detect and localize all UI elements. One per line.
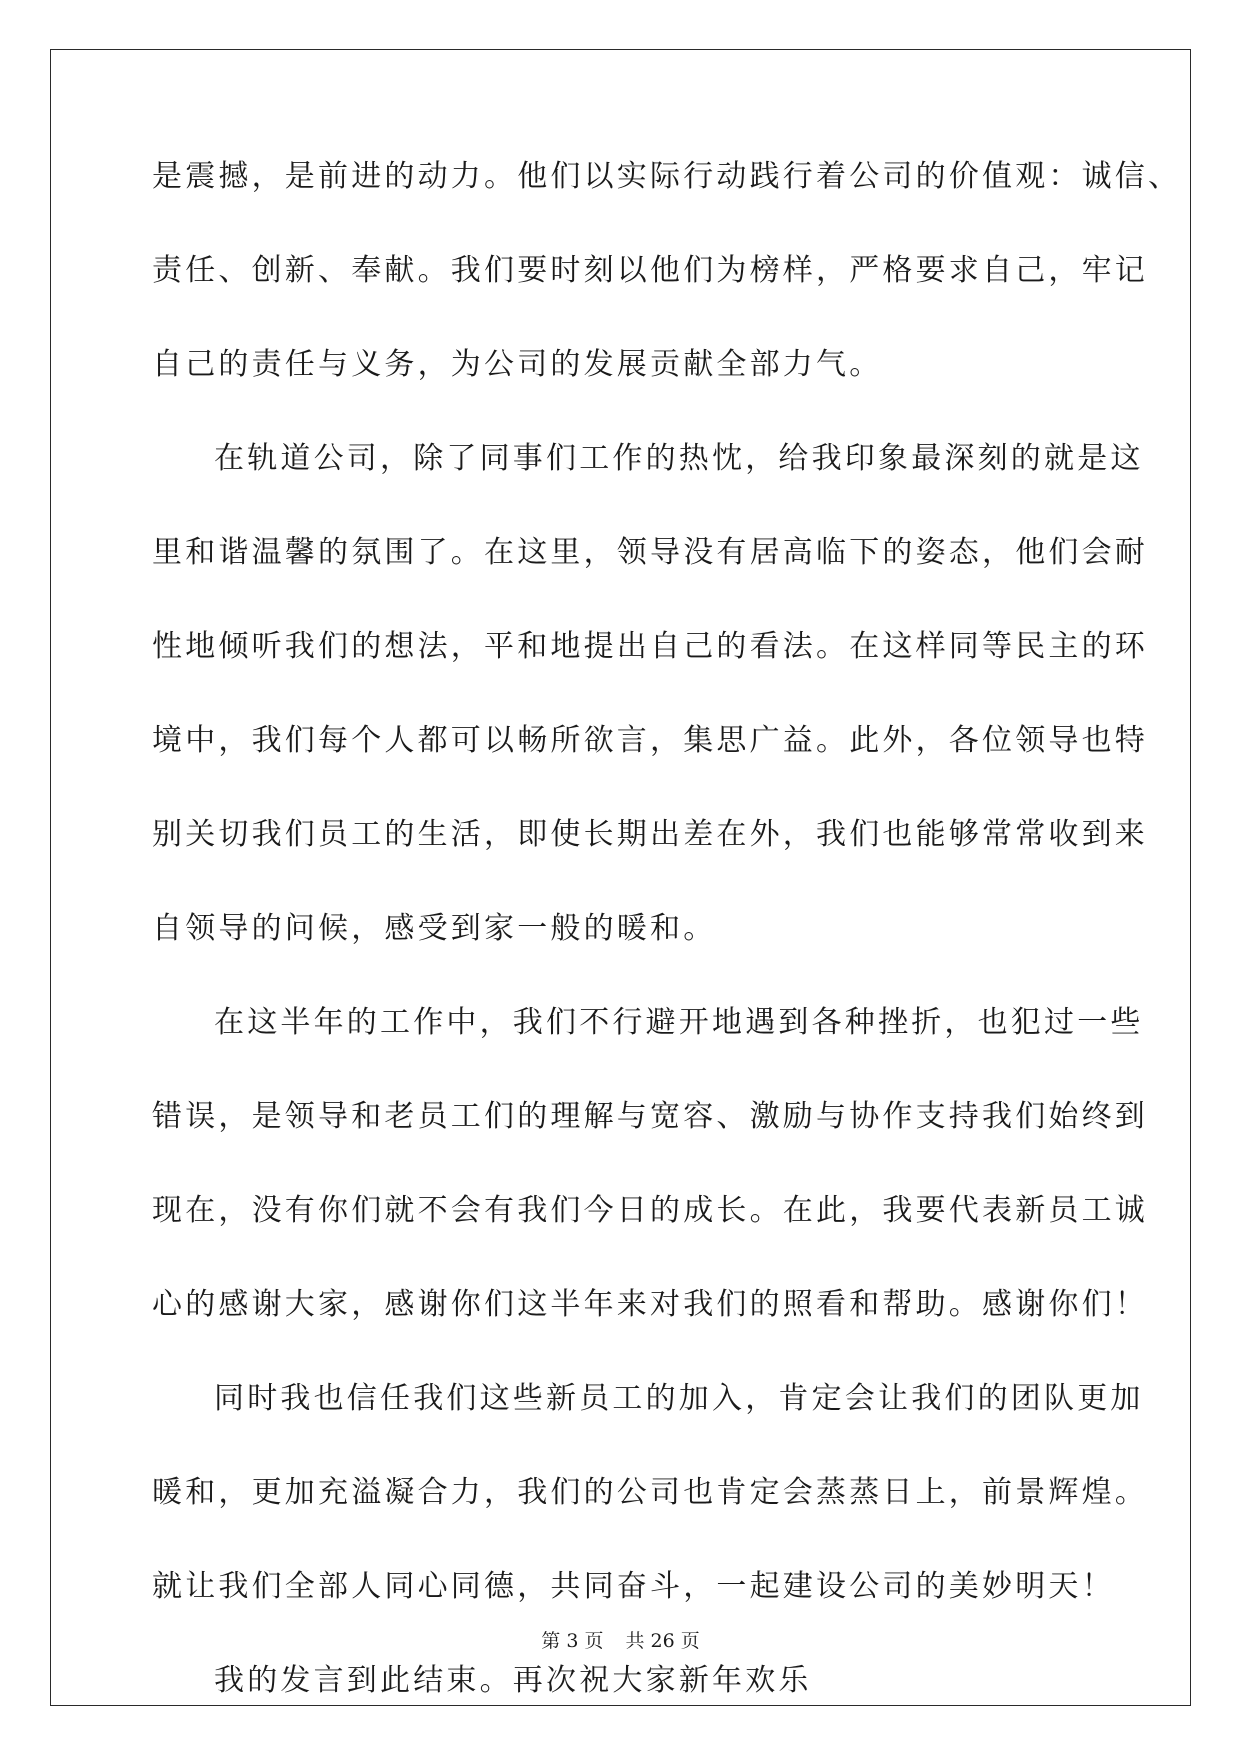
- text-line: 里和谐温馨的氛围了。在这里，领导没有居高临下的姿态，他们会耐: [152, 535, 1148, 570]
- text-line: 错误，是领导和老员工们的理解与宽容、激励与协作支持我们始终到: [152, 1099, 1148, 1134]
- paragraph-start-line: 在轨道公司，除了同事们工作的热忱，给我印象最深刻的就是这: [214, 441, 1144, 476]
- text-line: 别关切我们员工的生活，即使长期出差在外，我们也能够常常收到来: [152, 817, 1148, 852]
- paragraph-start-line: 同时我也信任我们这些新员工的加入，肯定会让我们的团队更加: [214, 1381, 1144, 1416]
- page-footer: [0, 1626, 1241, 1653]
- text-line: 是震撼，是前进的动力。他们以实际行动践行着公司的价值观：诚信、: [152, 159, 1182, 194]
- page-total: 共 26 页: [625, 1630, 700, 1652]
- text-line: 自领导的问候，感受到家一般的暖和。: [152, 911, 717, 946]
- text-line: 自己的责任与义务，为公司的发展贡献全部力气。: [152, 347, 883, 382]
- document-body: [152, 159, 1182, 1760]
- text-line: 心的感谢大家，感谢你们这半年来对我们的照看和帮助。感谢你们！: [152, 1287, 1148, 1322]
- text-line: 性地倾听我们的想法，平和地提出自己的看法。在这样同等民主的环: [152, 629, 1148, 664]
- text-line: 境中，我们每个人都可以畅所欲言，集思广益。此外，各位领导也特: [152, 723, 1148, 758]
- text-line: 暖和，更加充溢凝合力，我们的公司也肯定会蒸蒸日上，前景辉煌。: [152, 1475, 1148, 1510]
- text-line: 责任、创新、奉献。我们要时刻以他们为榜样，严格要求自己，牢记: [152, 253, 1148, 288]
- text-line: 就让我们全部人同心同德，共同奋斗，一起建设公司的美妙明天！: [152, 1569, 1115, 1604]
- paragraph-start-line: 我的发言到此结束。再次祝大家新年欢乐: [214, 1663, 812, 1698]
- text-line: 现在，没有你们就不会有我们今日的成长。在此，我要代表新员工诚: [152, 1193, 1148, 1228]
- paragraph-start-line: 在这半年的工作中，我们不行避开地遇到各种挫折，也犯过一些: [214, 1005, 1144, 1040]
- page-number: 第 3 页: [541, 1630, 604, 1652]
